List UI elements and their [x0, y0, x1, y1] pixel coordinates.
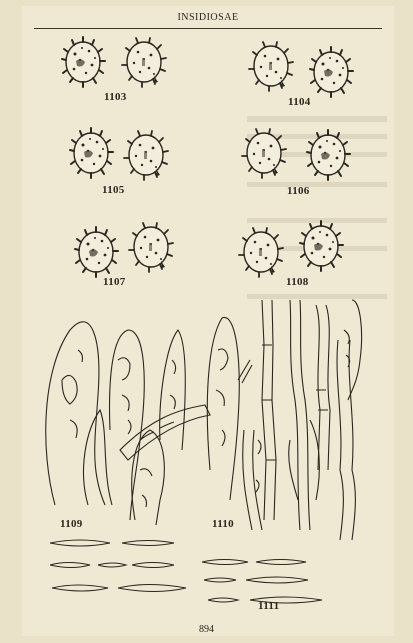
spore-drawing — [249, 42, 353, 97]
figure-label: 1109 — [60, 518, 83, 530]
figure-label: 1104 — [288, 96, 311, 108]
spore-drawing — [62, 37, 166, 87]
figure-label: 1106 — [287, 185, 310, 197]
figure-label: 1111 — [258, 600, 280, 612]
page-number: 894 — [199, 624, 214, 635]
hyphae-drawing — [207, 300, 361, 540]
spindle-elements-drawing — [50, 540, 322, 603]
figure-label: 1110 — [212, 518, 234, 530]
spore-drawing — [70, 128, 168, 180]
figure-label: 1105 — [102, 184, 125, 196]
spore-drawing — [242, 129, 350, 180]
spore-drawing — [239, 221, 343, 277]
running-header: INSIDIOSAE — [177, 12, 239, 23]
figure-label: 1108 — [286, 276, 309, 288]
spore-drawing — [75, 223, 173, 277]
cystidia-drawing — [46, 322, 210, 525]
figure-label: 1103 — [104, 91, 127, 103]
figure-label: 1107 — [103, 276, 126, 288]
